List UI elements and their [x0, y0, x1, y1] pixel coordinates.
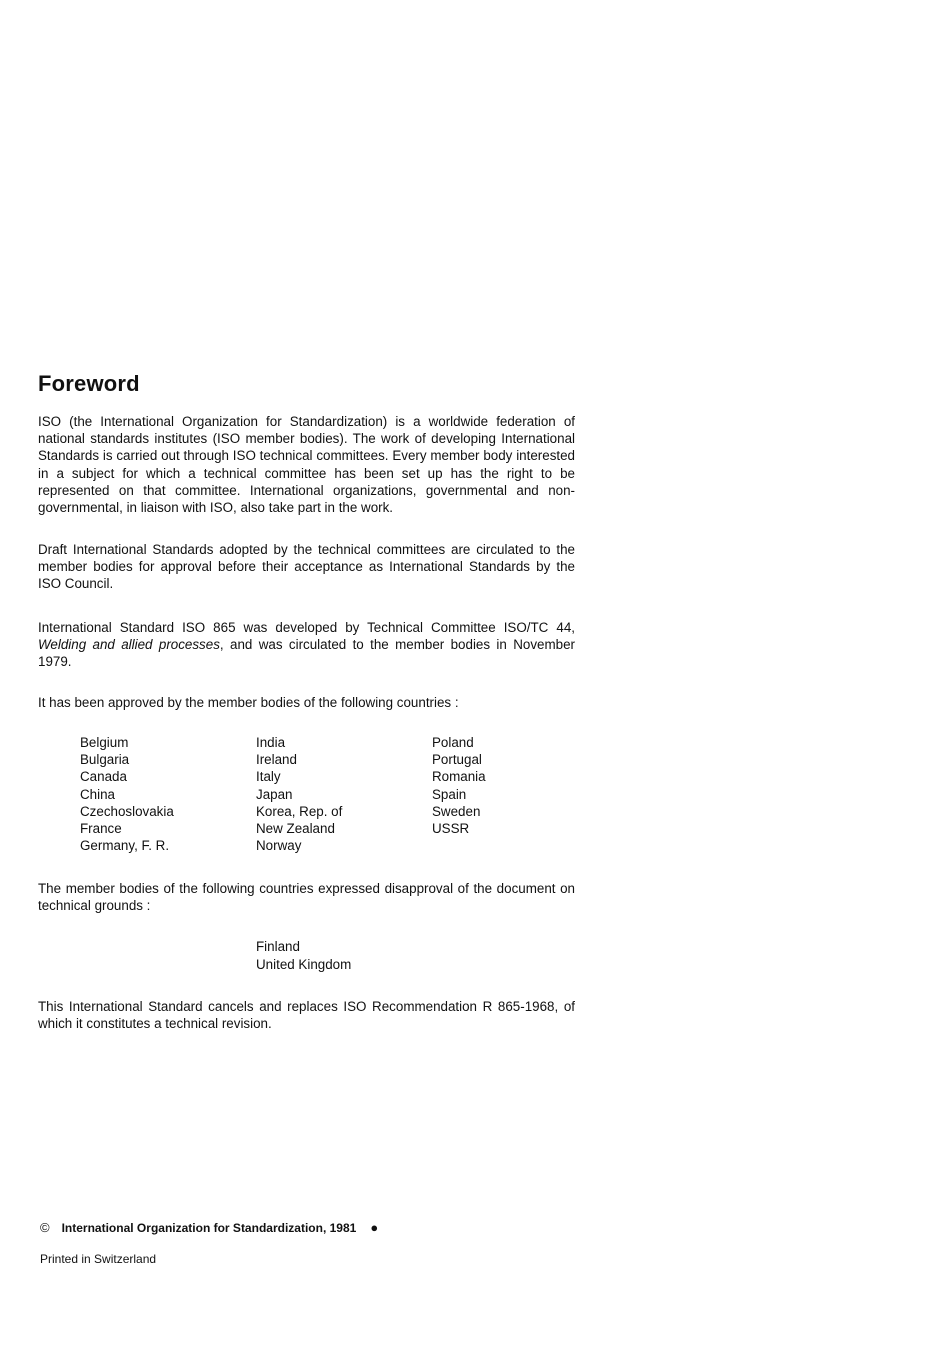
copyright-line	[40, 1220, 378, 1235]
country-item: France	[80, 821, 122, 837]
countries-column-1	[80, 734, 250, 854]
paragraph-draft-standards: Draft International Standards adopted by the technical committees are circulated to the member bodies for approval before their acceptance as International Standards by the ISO Council.	[38, 542, 575, 592]
paragraph-development	[38, 619, 575, 671]
country-item: Ireland	[256, 752, 297, 768]
disapproving-countries-list	[256, 938, 351, 974]
country-item: Spain	[432, 786, 467, 802]
committee-title: Welding and allied processes	[38, 637, 220, 653]
country-item: China	[80, 786, 115, 802]
page-title: Foreword	[38, 371, 140, 396]
country-item: USSR	[432, 821, 470, 837]
country-item: Japan	[256, 786, 293, 802]
countries-column-3	[432, 734, 602, 837]
country-item: Belgium	[80, 735, 129, 750]
country-item: Finland	[256, 939, 300, 954]
country-item: Norway	[256, 838, 302, 854]
country-item: Korea, Rep. of	[256, 803, 343, 819]
printed-location: Printed in Switzerland	[40, 1252, 157, 1266]
development-text-end: , and was circulated to the member bodies in November 1979.	[38, 637, 575, 670]
country-item: Italy	[256, 769, 281, 785]
country-item: Canada	[80, 769, 127, 785]
country-item: United Kingdom	[256, 956, 352, 972]
country-item: Bulgaria	[80, 752, 130, 768]
bullet-icon: ●	[370, 1220, 379, 1235]
paragraph-disapproval: The member bodies of the following countries expressed disapproval of the document on technical grounds :	[38, 881, 575, 914]
country-item: Sweden	[432, 803, 481, 819]
development-text-start: International Standard ISO 865 was developed by Technical Committee ISO/TC 44,	[38, 620, 575, 635]
paragraph-approval: It has been approved by the member bodies of the following countries :	[38, 695, 459, 710]
copyright-text: International Organization for Standardization, 1981	[61, 1221, 357, 1235]
copyright-icon: ©	[40, 1220, 50, 1235]
countries-column-2	[256, 734, 426, 854]
country-item: Germany, F. R.	[80, 838, 170, 854]
paragraph-cancellation: This International Standard cancels and replaces ISO Recommendation R 865-1968, of which it constitutes a technical revision.	[38, 999, 575, 1032]
paragraph-iso-intro: ISO (the International Organization for Standardization) is a worldwide federation of national standards institutes (ISO member bodies). The work of developing International Standards is carried out through ISO technical committees. Every member body interested in a subject for which a technical committee has been set up has the right to be represented on that committee. International organizations, governmental and non-governmental, in liaison with ISO, also take part in the work.	[38, 414, 575, 516]
country-item: Poland	[432, 735, 474, 750]
country-item: Czechoslovakia	[80, 803, 174, 819]
country-item: India	[256, 735, 286, 750]
country-item: New Zealand	[256, 821, 335, 837]
country-item: Romania	[432, 769, 486, 785]
country-item: Portugal	[432, 752, 482, 768]
